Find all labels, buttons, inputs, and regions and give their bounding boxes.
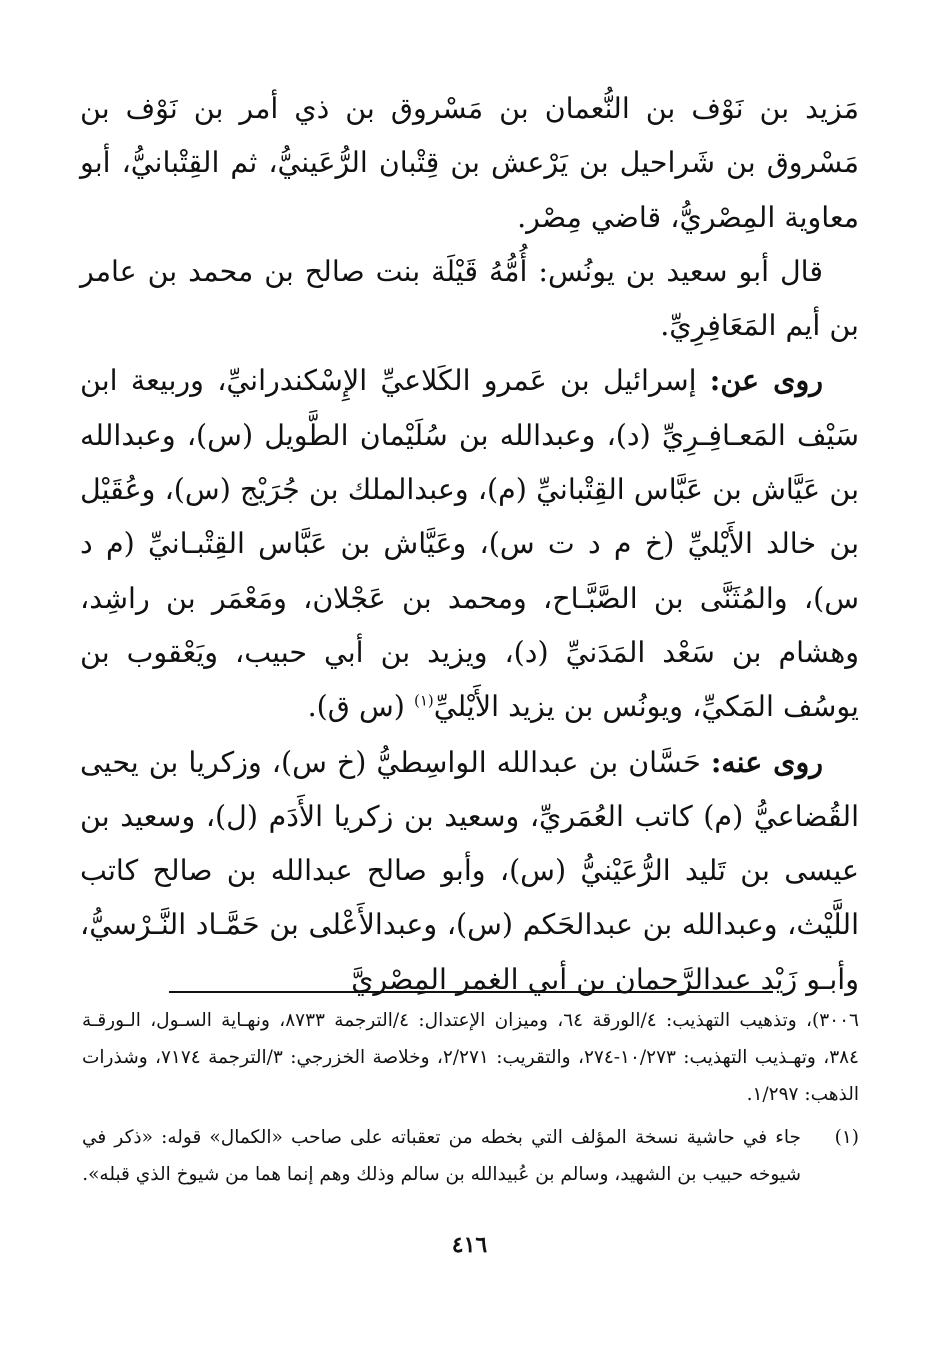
footnote-continuation: ٣٠٠٦)، وتذهيب التهذيب: ٤/الورقة ٦٤، وميزان الإعتدال: ٤/الترجمة ٨٧٣٣، ونهـاية السـول، الـورقـة ٣٨٤، وتهـذيب التهذيب: ١٠/٢٧٣-٢٧٤، والتقريب: ٢/٢٧١، وخلاصة الخزرجي: ٣/الترجمة ٧١٧٤، وشذرات الذهب: ١/٢٩٧. — [82, 1010, 859, 1105]
narrated-from-label: روى عن: — [709, 363, 823, 398]
narrated-by-paragraph — [80, 735, 859, 1007]
footnotes — [82, 1002, 859, 1193]
narrated-from-paragraph — [80, 353, 859, 734]
narrated-by-text: حَسَّان بن عبدالله الواسِطيُّ (خ س)، وزكريا بن يحيى القُضاعيُّ (م) كاتب العُمَريِّ، وسعيد بن زكريا الأَدَم (ل)، وسعيد بن عيسى بن تَليد الرُّعَيْنيُّ (س)، وأبو صالح عبدالله بن صالح كاتب اللَّيْث، وعبدالله بن عبدالحَكم (س)، وعبدالأَعْلى بن حَمَّـاد النَّـرْسيُّ، وأبـو زَيْد عبدالرَّحمان بن أبي الغمر المِصْريَّ — [80, 745, 859, 996]
narrated-from-text: إسرائيل بن عَمرو الكَلاعيِّ الإِسْكندرانيِّ، وربيعة ابن سَيْف المَعـافِـرِيِّ (د)، وعبدالله بن سُلَيْمان الطَّويل (س)، وعبدالله بن عَيَّاش بن عَبَّاس القِتْبانيِّ (م)، وعبدالملك بن جُرَيْج (س)، وعُقَيْل بن خالد الأَيْليِّ (خ م د ت س)، وعَيَّاش بن عَبَّاس القِتْبـانيِّ (م د س)، والمُثَنَّى بن الصَّبَّـاح، ومحمد بن عَجْلان، ومَعْمَر بن راشِد، وهشام بن سَعْد المَدَنيِّ (د)، ويزيد بن أبي حبيب، ويَعْقوب بن يوسُف المَكيِّ، ويونُس بن يزيد الأَيْليِّ — [80, 364, 859, 724]
footnote-1 — [82, 1119, 859, 1193]
footnote-reference: (١) — [413, 691, 434, 710]
narrated-from-end: (س ق). — [307, 690, 414, 724]
bio-paragraph: قال أبو سعيد بن يونُس: أُمُّهُ قَيْلَة بنت صالح بن محمد بن عامر بن أيم المَعَافِرِيِّ. — [80, 254, 859, 343]
narrated-by-label: روى عنه: — [710, 744, 823, 779]
page-number: ٤١٦ — [451, 1232, 488, 1258]
intro-paragraph: مَزيد بن نَوْف بن النُّعمان بن مَسْروق بن ذي أمر بن نَوْف بن مَسْروق بن شَراحيل بن يَرْعش بن قِتْبان الرُّعَينيُّ، ثم القِتْبانيُّ، أبو معاوية المِصْريُّ، قاضي مِصْر. — [80, 92, 859, 234]
main-text — [80, 82, 859, 1007]
footnote-text: جاء في حاشية نسخة المؤلف التي بخطه من تعقباته على صاحب «الكمال» قوله: «ذكر في شيوخه حبيب بن الشهيد، وسالم بن عُبيدالله بن سالم وذلك وهم إنما هما من شيوخ الذي قبله». — [82, 1127, 801, 1185]
footnote-number: (١) — [834, 1127, 859, 1148]
footnote-divider — [169, 991, 773, 993]
